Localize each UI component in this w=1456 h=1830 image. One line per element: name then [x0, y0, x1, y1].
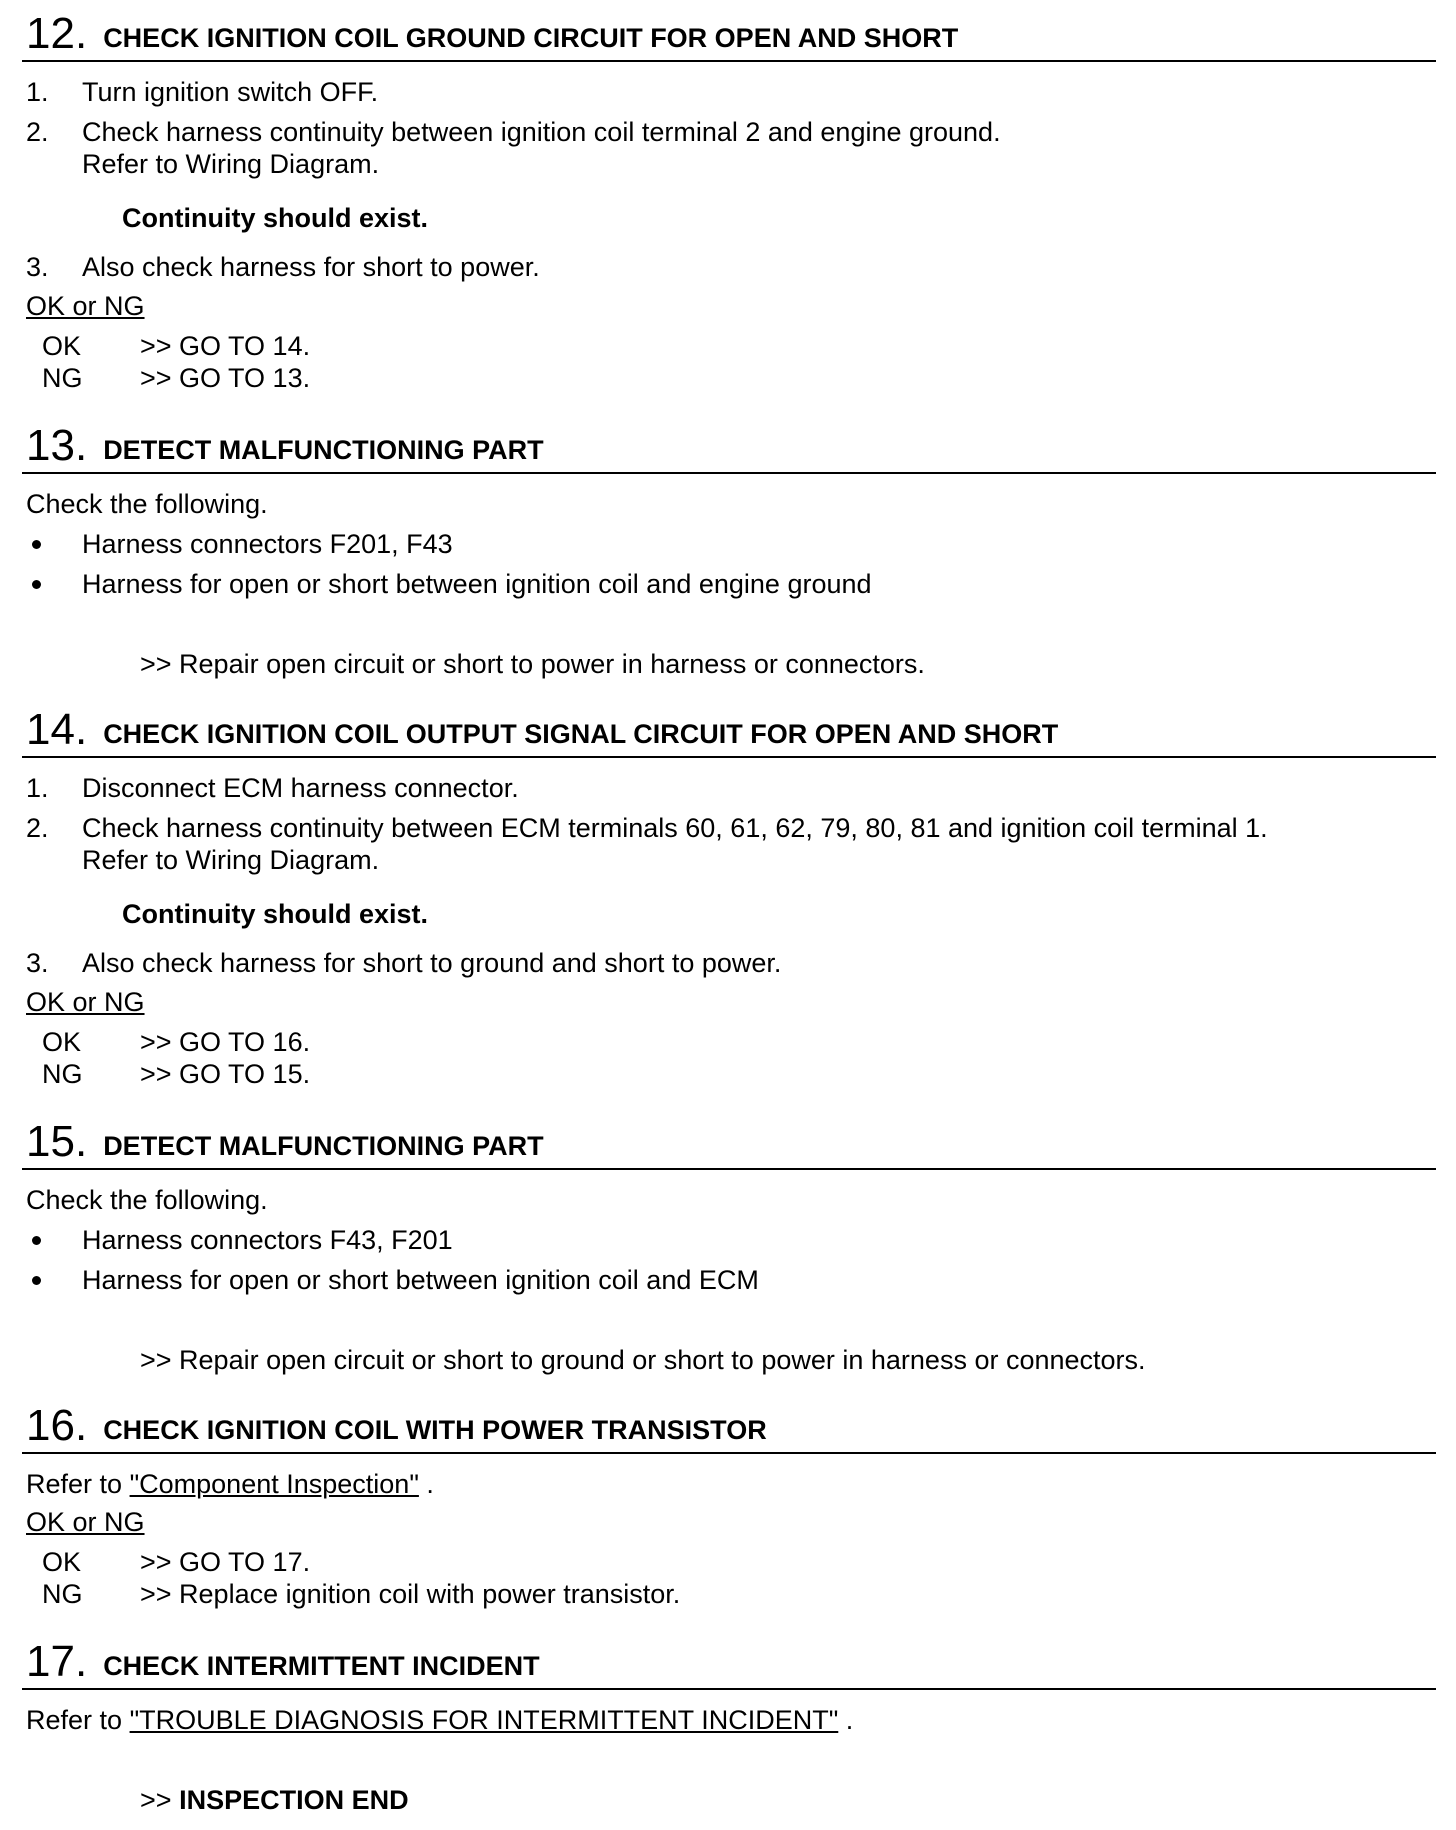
refer-prefix: Refer to [26, 1705, 123, 1735]
section-17-heading: 17 . CHECK INTERMITTENT INCIDENT [26, 1637, 540, 1686]
bullet-icon [32, 580, 41, 589]
section-15-title: DETECT MALFUNCTIONING PART [103, 1131, 544, 1161]
section-16-heading: 16 . CHECK IGNITION COIL WITH POWER TRANSISTOR [26, 1401, 767, 1450]
ok-action: >> GO TO 17. [140, 1547, 311, 1577]
refer-line [26, 1704, 853, 1736]
end-arrow: >> [140, 1785, 172, 1815]
ok-ng-label: OK or NG [26, 1507, 145, 1537]
ok-label: OK [42, 331, 82, 361]
bullet-text: Harness connectors F43, F201 [82, 1225, 453, 1255]
ok-action: >> GO TO 16. [140, 1027, 311, 1057]
section-15-number: 15 [26, 1117, 75, 1166]
section-14-number: 14 [26, 705, 75, 754]
ng-action: >> GO TO 13. [140, 363, 311, 393]
bullet-icon [32, 1276, 41, 1285]
section-14-rule [22, 756, 1436, 758]
section-12-rule [22, 60, 1436, 62]
ok-ng-label: OK or NG [26, 987, 145, 1017]
bullet-text: Harness for open or short between ignition coil and ECM [82, 1265, 759, 1295]
section-16-rule [22, 1452, 1436, 1454]
refer-suffix: . [845, 1705, 854, 1735]
step-number: 2. [26, 117, 49, 147]
section-12-heading: 12 . CHECK IGNITION COIL GROUND CIRCUIT FOR OPEN AND SHORT [26, 9, 959, 58]
step-text: Check harness continuity between ignition coil terminal 2 and engine ground. [82, 117, 1001, 147]
inspection-end [140, 1784, 409, 1816]
step-text: Also check harness for short to ground and short to power. [82, 948, 782, 978]
component-inspection-link[interactable]: "Component Inspection" [129, 1469, 419, 1499]
step-text: Check harness continuity between ECM terminals 60, 61, 62, 79, 80, 81 and ignition coil terminal 1. [82, 813, 1268, 843]
continuity-note: Continuity should exist. [122, 899, 429, 929]
section-12-number: 12 [26, 9, 75, 58]
refer-suffix: . [426, 1469, 434, 1499]
end-text: INSPECTION END [179, 1785, 409, 1815]
repair-action: >> Repair open circuit or short to ground or short to power in harness or connectors. [140, 1345, 1146, 1375]
intro-text: Check the following. [26, 489, 268, 519]
ok-label: OK [42, 1027, 82, 1057]
ok-action: >> GO TO 14. [140, 331, 311, 361]
step-number: 3. [26, 252, 49, 282]
step-text-continued: Refer to Wiring Diagram. [82, 149, 380, 179]
bullet-text: Harness connectors F201, F43 [82, 529, 453, 559]
bullet-text: Harness for open or short between ignition coil and engine ground [82, 569, 872, 599]
section-12-title: CHECK IGNITION COIL GROUND CIRCUIT FOR OPEN AND SHORT [103, 23, 959, 53]
step-text: Also check harness for short to power. [82, 252, 540, 282]
step-number: 1. [26, 773, 49, 803]
section-13-heading: 13 . DETECT MALFUNCTIONING PART [26, 421, 544, 470]
step-text-continued: Refer to Wiring Diagram. [82, 845, 380, 875]
bullet-icon [32, 1236, 41, 1245]
section-16-title: CHECK IGNITION COIL WITH POWER TRANSISTOR [103, 1415, 767, 1445]
section-15-rule [22, 1168, 1436, 1170]
continuity-note: Continuity should exist. [122, 203, 429, 233]
section-14-title: CHECK IGNITION COIL OUTPUT SIGNAL CIRCUIT FOR OPEN AND SHORT [103, 719, 1059, 749]
section-13-rule [22, 472, 1436, 474]
section-17-number: 17 [26, 1637, 75, 1686]
refer-line [26, 1468, 434, 1500]
ng-label: NG [42, 1579, 83, 1609]
step-number: 2. [26, 813, 49, 843]
section-17-rule [22, 1688, 1436, 1690]
ok-label: OK [42, 1547, 82, 1577]
step-text: Disconnect ECM harness connector. [82, 773, 519, 803]
bullet-icon [32, 540, 41, 549]
section-14-heading: 14 . CHECK IGNITION COIL OUTPUT SIGNAL CIRCUIT FOR OPEN AND SHORT [26, 705, 1059, 754]
ng-action: >> Replace ignition coil with power transistor. [140, 1579, 681, 1609]
repair-action: >> Repair open circuit or short to power in harness or connectors. [140, 649, 925, 679]
section-15-heading: 15 . DETECT MALFUNCTIONING PART [26, 1117, 544, 1166]
intro-text: Check the following. [26, 1185, 268, 1215]
refer-prefix: Refer to [26, 1469, 123, 1499]
step-number: 1. [26, 77, 49, 107]
trouble-diagnosis-link[interactable]: "TROUBLE DIAGNOSIS FOR INTERMITTENT INCIDENT" [129, 1705, 839, 1735]
section-17-title: CHECK INTERMITTENT INCIDENT [103, 1651, 540, 1681]
ng-action: >> GO TO 15. [140, 1059, 311, 1089]
section-13-number: 13 [26, 421, 75, 470]
ng-label: NG [42, 363, 83, 393]
step-number: 3. [26, 948, 49, 978]
section-16-number: 16 [26, 1401, 75, 1450]
ng-label: NG [42, 1059, 83, 1089]
step-text: Turn ignition switch OFF. [82, 77, 379, 107]
ok-ng-label: OK or NG [26, 291, 145, 321]
section-13-title: DETECT MALFUNCTIONING PART [103, 435, 544, 465]
